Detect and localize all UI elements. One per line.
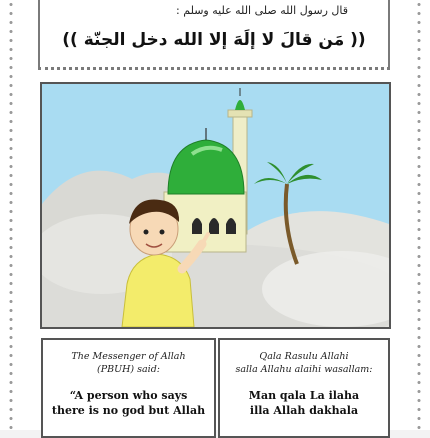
english-heading-line-1: The Messenger of Allah [71,351,186,362]
left-dotted-border [6,0,16,430]
minaret-balcony [228,110,252,117]
transliteration-panel [218,338,390,438]
illustration-svg [42,84,389,327]
transliteration-heading-line-2: salla Allahu alaihi wasallam: [235,364,373,375]
minaret-dome [235,100,245,110]
boy-eye-left [144,230,149,235]
hadith-intro: قال رسول الله صلى الله عليه وسلم : [176,4,348,17]
transliteration-body-line-1: Man qala La ilaha [248,389,360,402]
english-heading-line-2: (PBUH) said: [97,364,160,375]
transliteration-body [220,388,388,418]
boy-eye-right [160,230,165,235]
transliteration-heading-line-1: Qala Rasulu Allahi [259,351,349,362]
hadith-text: (( مَن قالَ لا إلَهَ إلا الله دخل الجنّة )) [62,30,366,50]
english-body-line-2: there is no god but Allah [51,404,206,417]
transliteration-heading [220,350,388,376]
transliteration-body-line-2: illa Allah dakhala [249,404,359,417]
english-body [43,388,214,418]
english-translation-panel [41,338,216,438]
hadith-box [38,0,390,70]
english-body-line-1: “A person who says [69,389,188,402]
mosque-boy-illustration [40,82,391,329]
right-dotted-border [414,0,424,430]
english-heading [43,350,214,376]
palm-leaves [254,162,322,184]
